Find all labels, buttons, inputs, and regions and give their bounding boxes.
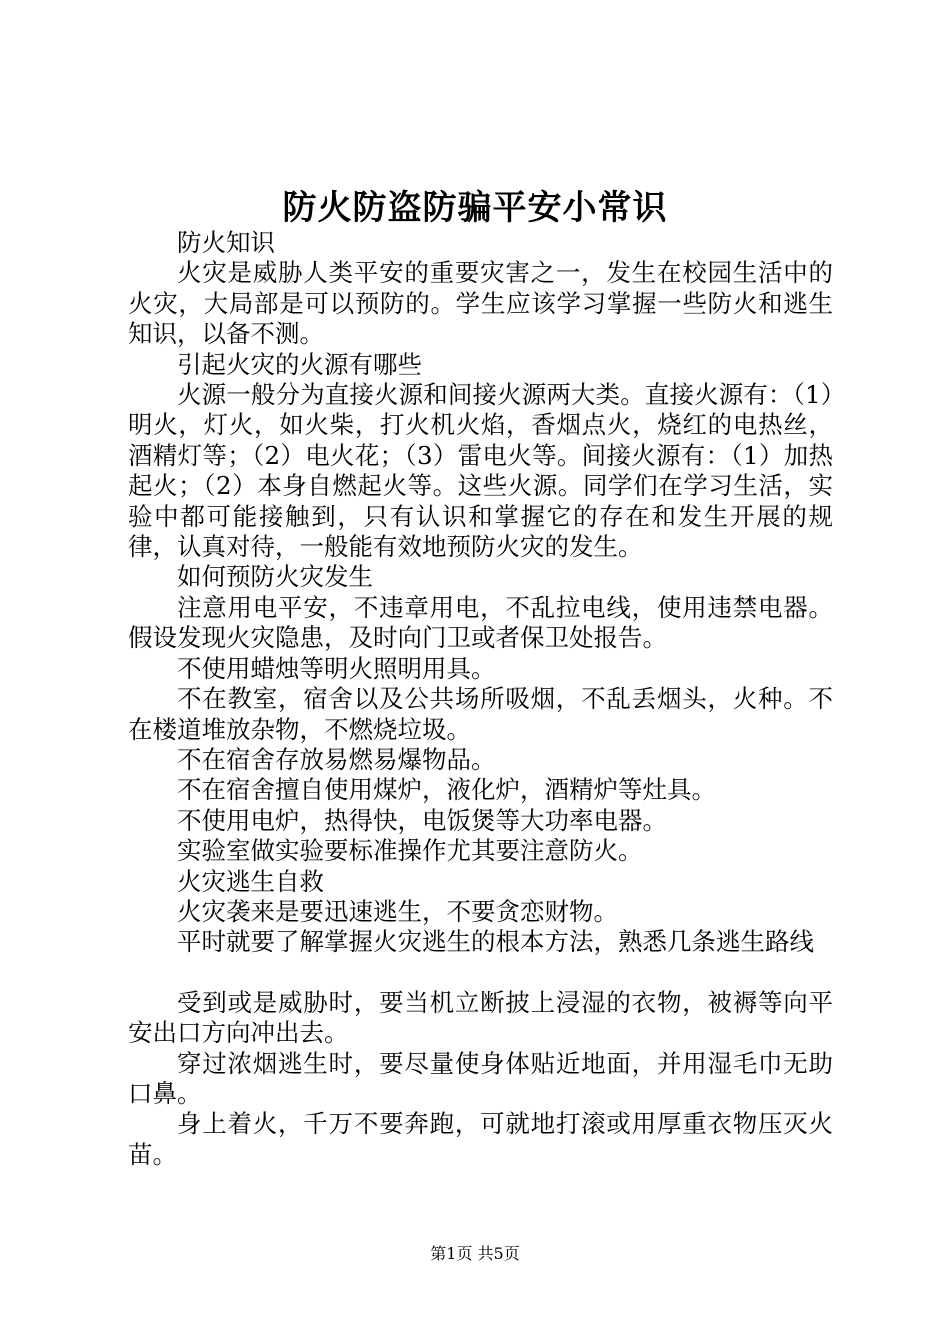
- document-title: 防火防盗防骗平安小常识: [282, 188, 668, 228]
- paragraph: 火灾袭来是要迅速逃生，不要贪恋财物。: [177, 896, 618, 926]
- paragraph: 穿过浓烟逃生时，要尽量使身体贴近地面，并用湿毛巾无助口鼻。: [128, 1048, 833, 1108]
- paragraph: 受到或是威胁时，要当机立断披上浸湿的衣物，被褥等向平安出口方向冲出去。: [128, 987, 833, 1048]
- page-footer: 第1页 共5页: [430, 1244, 520, 1263]
- document-body: [128, 228, 833, 1170]
- paragraph: 注意用电平安，不违章用电，不乱拉电线，使用违禁电器。假设发现火灾隐患，及时向门卫或者保卫处报告。: [128, 592, 833, 653]
- section-heading: 引起火灾的火源有哪些: [177, 349, 422, 379]
- paragraph: 平时就要了解掌握火灾逃生的根本方法，熟悉几条逃生路线: [177, 927, 814, 957]
- paragraph: 实验室做实验要标准操作尤其要注意防火。: [177, 836, 643, 866]
- paragraph: 不使用蜡烛等明火照明用具。: [177, 653, 496, 683]
- paragraph: 不在宿舍擅自使用煤炉，液化炉，酒精炉等灶具。: [177, 775, 716, 805]
- paragraph: 火灾是威胁人类平安的重要灾害之一，发生在校园生活中的火灾，大局部是可以预防的。学生应该学习掌握一些防火和逃生知识，以备不测。: [128, 258, 833, 349]
- paragraph: 不在教室，宿舍以及公共场所吸烟，不乱丢烟头，火种。不在楼道堆放杂物，不燃烧垃圾。: [128, 684, 833, 744]
- paragraph: 火源一般分为直接火源和间接火源两大类。直接火源有：（1）明火，灯火，如火柴，打火机火焰，香烟点火，烧红的电热丝，酒精灯等；（2）电火花；（3）雷电火等。间接火源有：（1）加热起火；（2）本身自燃起火等。这些火源。同学们在学习生活，实验中都可能接触到，只有认识和掌握它的存在和发生开展的规律，认真对待，一般能有效地预防火灾的发生。: [128, 380, 833, 562]
- section-heading: 火灾逃生自救: [177, 866, 324, 896]
- section-heading: 如何预防火灾发生: [177, 562, 373, 592]
- paragraph: 不在宿舍存放易燃易爆物品。: [177, 744, 496, 774]
- paragraph: 不使用电炉，热得快，电饭煲等大功率电器。: [177, 805, 667, 835]
- section-heading: 防火知识: [177, 228, 275, 257]
- paragraph: 身上着火，千万不要奔跑，可就地打滚或用厚重衣物压灭火苗。: [128, 1109, 833, 1169]
